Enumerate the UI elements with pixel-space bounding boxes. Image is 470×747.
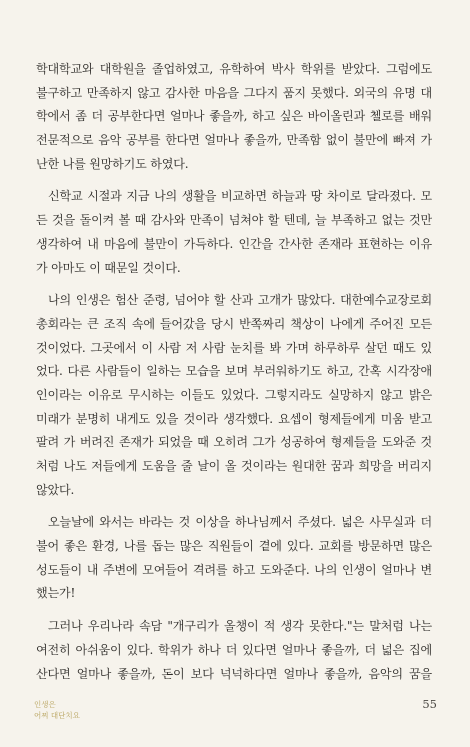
- text-line: 여전히 아쉬움이 있다. 학위가 하나 더 있다면 얼마나 좋을까, 더 넓은 집에: [36, 642, 432, 657]
- text-line: 처럼 나도 저들에게 도움을 줄 날이 올 것이라는 원대한 꿈과 희망을 버리지: [36, 459, 432, 473]
- text-line: 신학교 시절과 지금 나의 생활을 비교하면 하늘과 땅 차이로 달라졌다. 모: [48, 189, 432, 204]
- text-line: 것이었다. 그곳에서 이 사람 저 사람 눈치를 봐 가며 하루하루 살던 때도 있: [36, 340, 432, 355]
- text-line: 않았다.: [36, 482, 75, 497]
- text-line: 했는가!: [36, 586, 76, 601]
- paragraph-5: [36, 615, 432, 686]
- text-line: 었다. 다른 사람들이 일하는 모습을 보며 부러워하기도 하고, 간혹 시각장애: [36, 364, 432, 379]
- text-line: 가 아마도 이 때문일 것이다.: [36, 260, 181, 275]
- text-line: 오늘날에 와서는 바라는 것 이상을 하나님께서 주셨다. 넓은 사무실과 더: [48, 515, 432, 530]
- text-line: 난한 나를 원망하기도 하였다.: [36, 156, 189, 171]
- body-text: [36, 58, 432, 695]
- text-line: 전문적으로 음악 공부를 한다면 얼마나 좋을까, 만족함 없이 불만에 빠져 가: [36, 133, 432, 148]
- text-line: 학대학교와 대학원을 졸업하였고, 유학하여 박사 학위를 받았다. 그럼에도: [36, 62, 432, 76]
- text-line: 팔려 가 버려진 존재가 되었을 때 오히려 그가 성공하여 형제들을 도와준 것: [36, 435, 432, 450]
- text-line: 학에서 좀 더 공부한다면 얼마나 좋을까, 하고 싶은 바이올린과 첼로를 배워: [36, 109, 432, 124]
- paragraph-4: [36, 511, 432, 606]
- text-line: 성도들이 내 주변에 모여들어 격려를 하고 도와준다. 나의 인생이 얼마나 변: [36, 562, 432, 577]
- text-line: 인이라는 이유로 무시하는 이들도 있었다. 그렇지라도 실망하지 않고 밝은: [36, 387, 432, 402]
- text-line: 불구하고 만족하지 않고 감사한 마음을 그다지 품지 못했다. 외국의 유명 대: [36, 85, 432, 100]
- paragraph-3: [36, 289, 432, 502]
- text-line: 나의 인생은 험산 준령, 넘어야 할 산과 고개가 많았다. 대한예수교장로회: [48, 293, 432, 308]
- text-line: 불어 좋은 환경, 나를 돕는 많은 직원들이 곁에 있다. 교회를 방문하면 많은: [36, 539, 432, 554]
- page-number: 55: [422, 697, 437, 711]
- text-line: 든 것을 돌이켜 볼 때 감사와 만족이 넘쳐야 할 텐데, 늘 부족하고 없는 것만: [36, 213, 432, 228]
- book-title-line: 인생은: [34, 700, 56, 709]
- paragraph-2: [36, 185, 432, 280]
- text-line: 그러나 우리나라 속담 "개구리가 올챙이 적 생각 못한다."는 말처럼 나는: [48, 619, 432, 634]
- running-footer-book-title: [34, 699, 80, 721]
- text-line: 생각하여 내 마음에 불만이 가득하다. 인간을 간사한 존재라 표현하는 이유: [36, 236, 432, 251]
- book-title-line: 어찌 대단치요: [34, 711, 80, 720]
- paragraph-1: [36, 58, 432, 176]
- text-line: 산다면 얼마나 좋을까, 돈이 보다 넉넉하다면 얼마나 좋을까, 음악의 꿈을: [36, 666, 432, 681]
- text-line: 총회라는 큰 조직 속에 들어갔을 당시 반쪽짜리 책상이 나에게 주어진 모든: [36, 316, 432, 331]
- text-line: 미래가 분명히 내게도 있을 것이라 생각했다. 요셉이 형제들에게 미움 받고: [36, 411, 432, 426]
